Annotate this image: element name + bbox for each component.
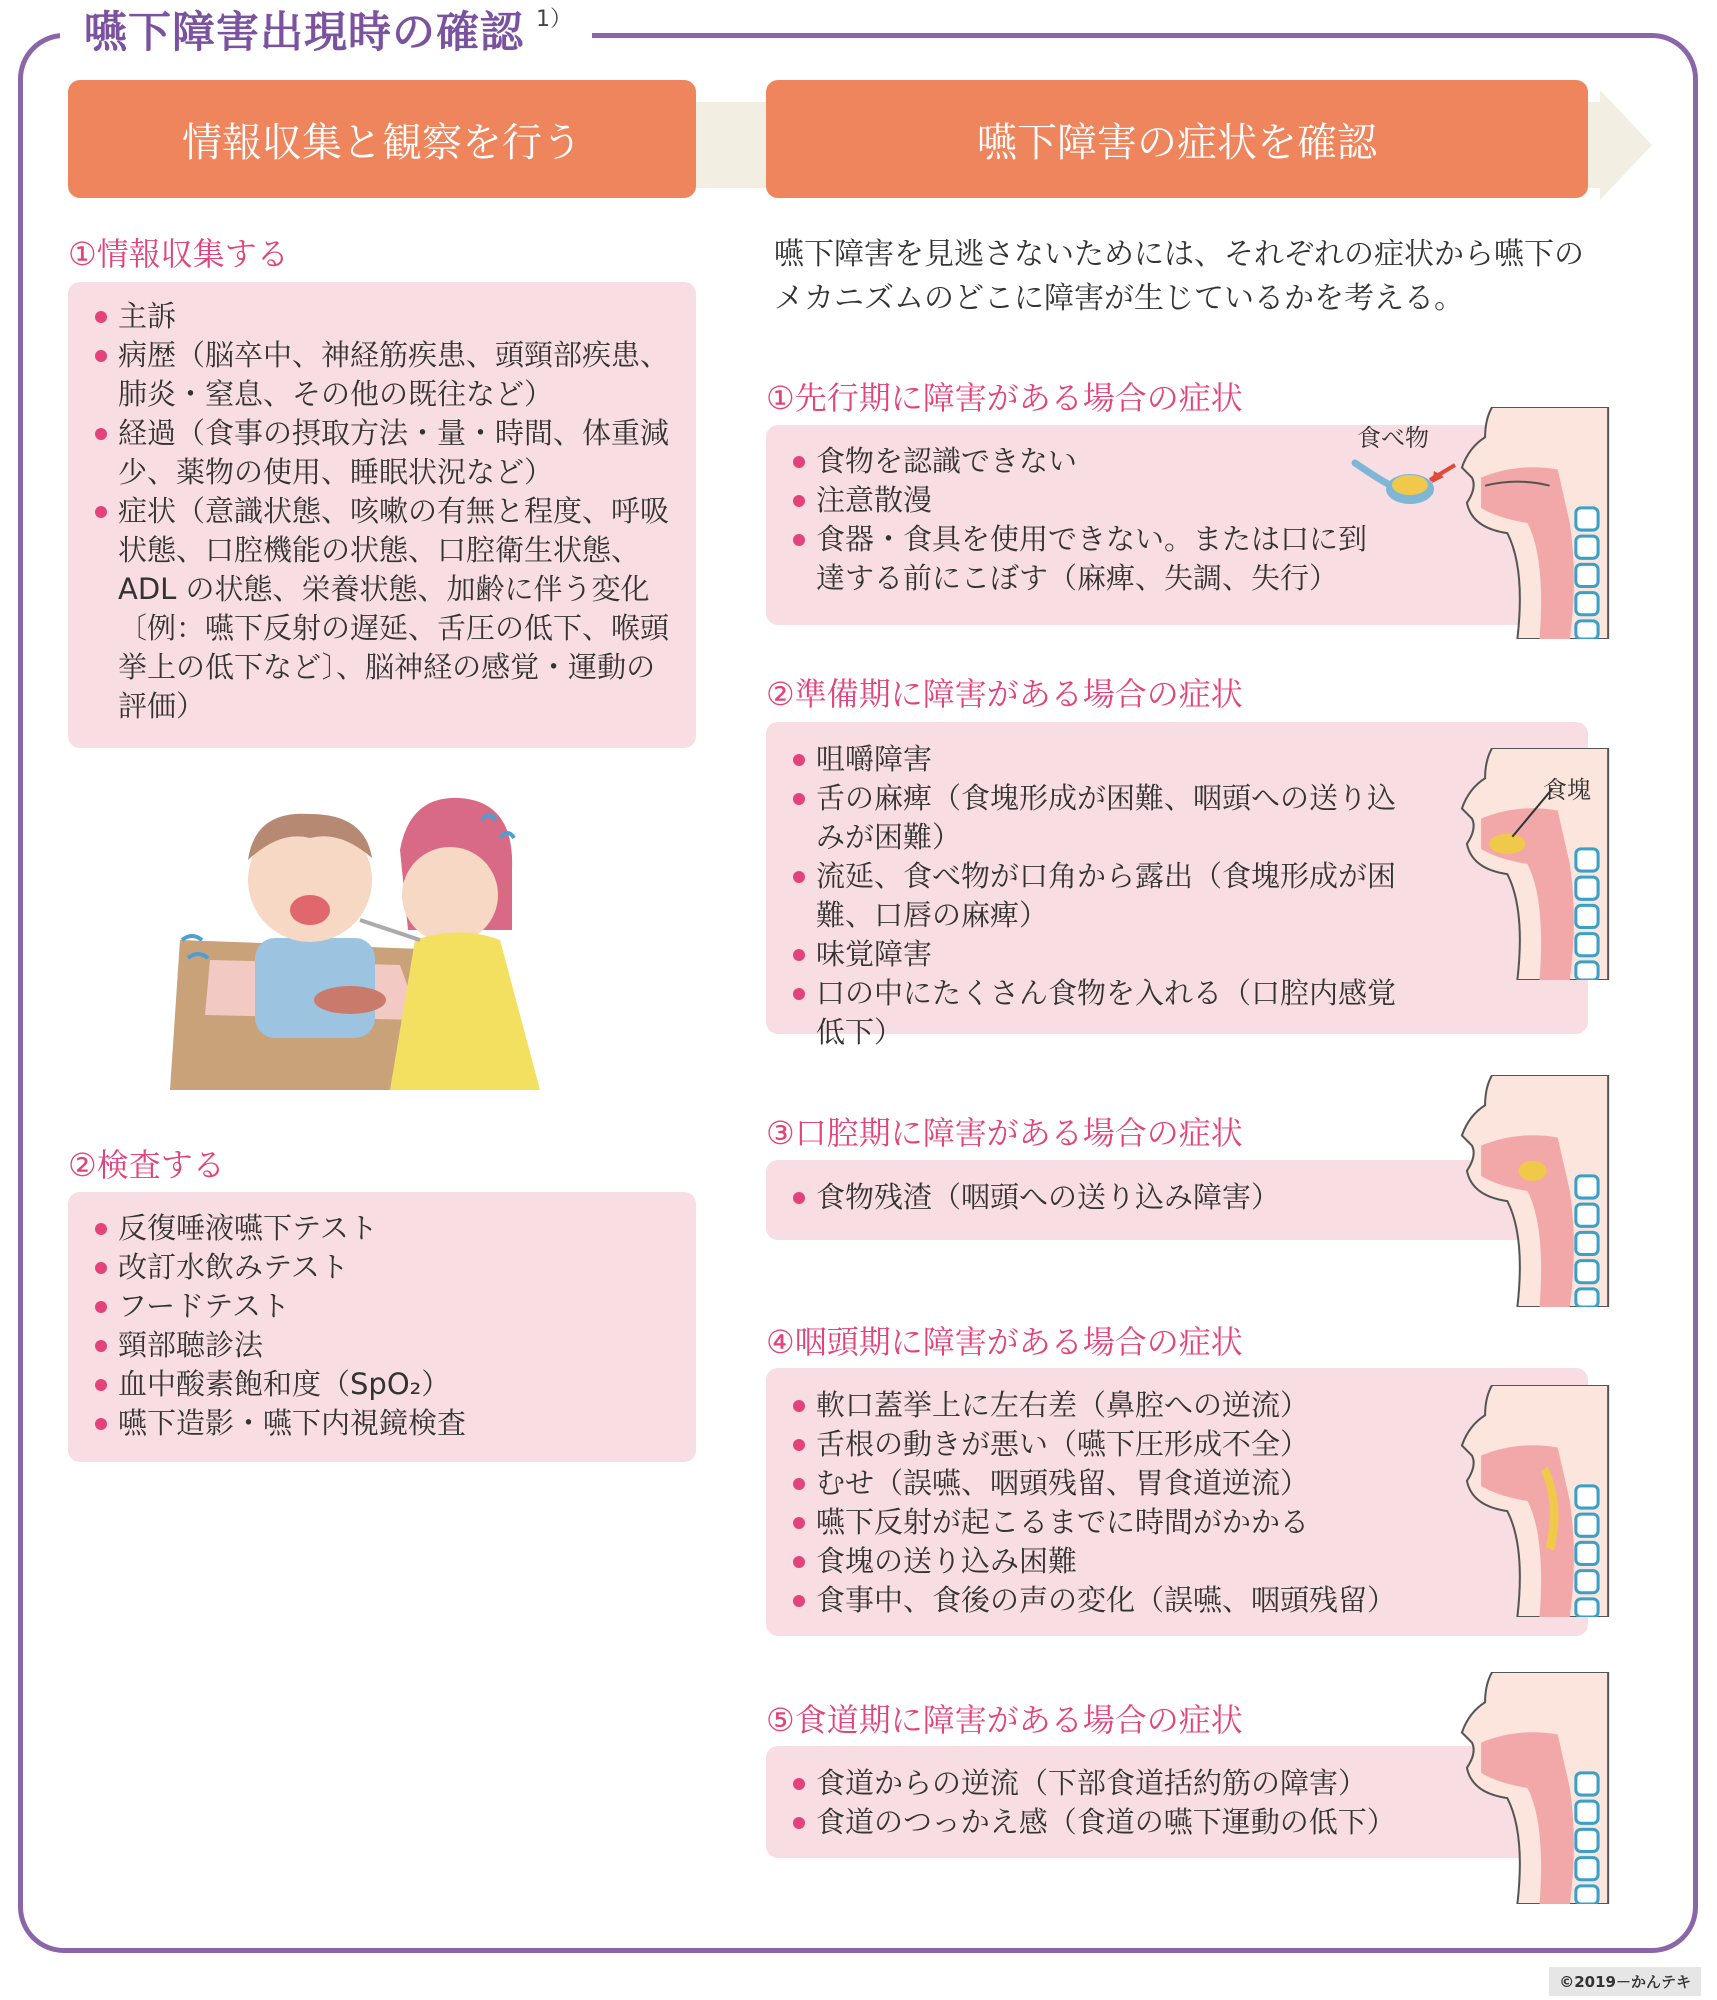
phase1-heading: ①先行期に障害がある場合の症状 (766, 379, 1243, 417)
list-item: 流延、食べ物が口角から露出（食塊形成が困難、口唇の麻痺） (790, 857, 1398, 935)
phase5-list (790, 1764, 1398, 1842)
list-item: 嚥下反射が起こるまでに時間がかかる (790, 1503, 1398, 1542)
title-area (60, 0, 592, 66)
exam-list (92, 1209, 676, 1443)
reference-mark: 1） (536, 7, 572, 32)
list-item: 主訴 (92, 297, 676, 336)
list-item: 反復唾液嚥下テスト (92, 1209, 676, 1248)
step-label: 情報収集と観察を行う (182, 119, 582, 166)
list-item: 食物を認識できない (790, 442, 1388, 481)
list-item: 経過（食事の摂取方法・量・時間、体重減少、薬物の使用、睡眠状況など） (92, 414, 676, 492)
head-cross-section-icon (1455, 1075, 1610, 1307)
head-cross-section-icon (1455, 1385, 1610, 1617)
phase2-list (790, 740, 1398, 1052)
info-box (68, 282, 696, 748)
list-item: 食物残渣（咽頭への送り込み障害） (790, 1178, 1398, 1217)
list-item: 嚥下造影・嚥下内視鏡検査 (92, 1404, 676, 1443)
list-item: 食事中、食後の声の変化（誤嚥、咽頭残留） (790, 1581, 1398, 1620)
list-item: 頸部聴診法 (92, 1326, 676, 1365)
exam-box (68, 1192, 696, 1462)
phase3-list (790, 1178, 1398, 1217)
list-item: 食器・食具を使用できない。または口に到達する前にこぼす（麻痺、失調、失行） (790, 520, 1388, 598)
step-box-symptoms (766, 80, 1588, 198)
list-item: 軟口蓋挙上に左右差（鼻腔への逆流） (790, 1386, 1398, 1425)
list-item: 食道のつっかえ感（食道の嚥下運動の低下） (790, 1803, 1398, 1842)
food-label: 食べ物 (1357, 424, 1429, 452)
copyright-label: ©2019－かんテキ (1549, 1967, 1701, 1996)
list-item: 舌の麻痺（食塊形成が困難、咽頭への送り込みが困難） (790, 779, 1398, 857)
head-cross-section-icon (1455, 407, 1610, 639)
head-cross-section-icon (1455, 1672, 1610, 1904)
phase1-list (790, 442, 1388, 598)
spoon-food-icon (1350, 455, 1460, 520)
phase5-heading: ⑤食道期に障害がある場合の症状 (766, 1701, 1243, 1739)
exam-heading: ②検査する (68, 1146, 225, 1184)
feeding-illustration (160, 790, 560, 1090)
info-list (92, 297, 676, 726)
phase4-list (790, 1386, 1398, 1620)
page-title: 嚥下障害出現時の確認 (84, 8, 524, 58)
list-item: 舌根の動きが悪い（嚥下圧形成不全） (790, 1425, 1398, 1464)
phase4-heading: ④咽頭期に障害がある場合の症状 (766, 1323, 1243, 1361)
list-item: 改訂水飲みテスト (92, 1248, 676, 1287)
list-item: 味覚障害 (790, 935, 1398, 974)
list-item: 食道からの逆流（下部食道括約筋の障害） (790, 1764, 1398, 1803)
list-item: 血中酸素飽和度（SpO₂） (92, 1365, 676, 1404)
list-item: フードテスト (92, 1287, 676, 1326)
list-item: 病歴（脳卒中、神経筋疾患、頭頸部疾患、肺炎・窒息、その他の既往など） (92, 336, 676, 414)
bolus-label: 食塊 (1543, 776, 1591, 804)
list-item: 食塊の送り込み困難 (790, 1542, 1398, 1581)
step-box-observe (68, 80, 696, 198)
list-item: 注意散漫 (790, 481, 1388, 520)
list-item: 症状（意識状態、咳嗽の有無と程度、呼吸状態、口腔機能の状態、口腔衛生状態、ADL の状態、栄養状態、加齢に伴う変化〔例：嚥下反射の遅延、舌圧の低下、喉頭挙上の低下など〕、脳神経の感覚・運動の評価） (92, 492, 676, 726)
phase3-heading: ③口腔期に障害がある場合の症状 (766, 1114, 1243, 1152)
list-item: 咀嚼障害 (790, 740, 1398, 779)
list-item: むせ（誤嚥、咽頭残留、胃食道逆流） (790, 1464, 1398, 1503)
flow-arrow-icon (1600, 90, 1652, 200)
intro-text: 嚥下障害を見逃さないためには、それぞれの症状から嚥下のメカニズムのどこに障害が生じているかを考える。 (774, 237, 1584, 316)
info-heading: ①情報収集する (68, 235, 289, 273)
step-label: 嚥下障害の症状を確認 (977, 119, 1377, 166)
list-item: 口の中にたくさん食物を入れる（口腔内感覚低下） (790, 974, 1398, 1052)
phase2-heading: ②準備期に障害がある場合の症状 (766, 675, 1243, 713)
